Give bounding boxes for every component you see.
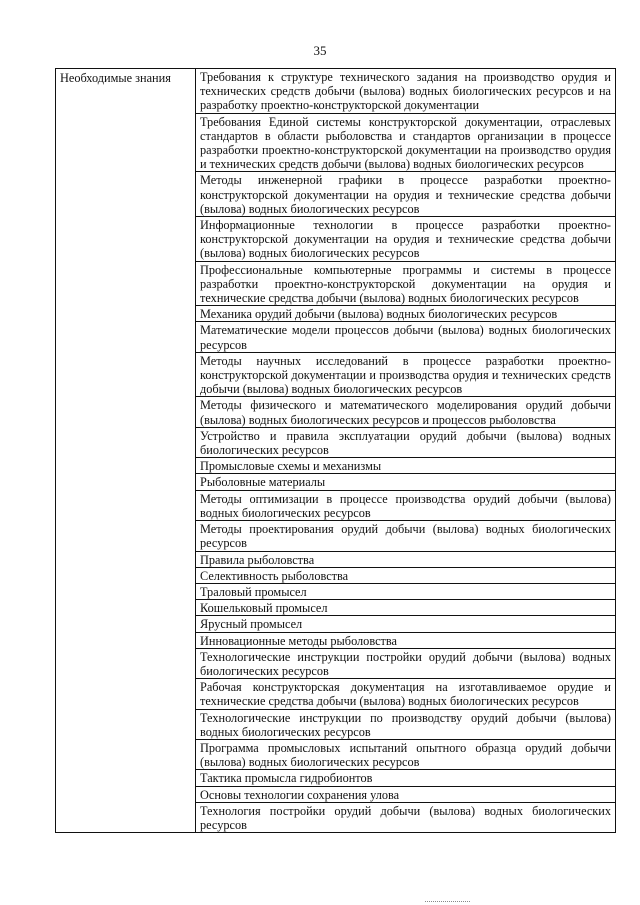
knowledge-item: Основы технологии сохранения улова — [196, 786, 616, 802]
knowledge-item: Информационные технологии в процессе разработки проектно-конструкторской документации на орудия и технические средства добычи (вылова) водных биологических ресурсов — [196, 217, 616, 262]
knowledge-item: Инновационные методы рыболовства — [196, 632, 616, 648]
knowledge-item: Технологические инструкции по производству орудий добычи (вылова) водных биологических ресурсов — [196, 709, 616, 739]
knowledge-item: Требования к структуре технического задания на производство орудия и технических средств добычи (вылова) водных биологических ресурсов и на разработку проектно-конструкторской документации — [196, 69, 616, 114]
page-number: 35 — [313, 43, 327, 58]
knowledge-item: Методы оптимизации в процессе производства орудий добычи (вылова) водных биологических ресурсов — [196, 490, 616, 520]
knowledge-item: Правила рыболовства — [196, 551, 616, 567]
table-row — [56, 69, 616, 114]
knowledge-item: Траловый промысел — [196, 583, 616, 599]
knowledge-item: Тактика промысла гидробионтов — [196, 770, 616, 786]
knowledge-item: Программа промысловых испытаний опытного образца орудий добычи (вылова) водных биологических ресурсов — [196, 739, 616, 769]
knowledge-table-body — [56, 69, 616, 833]
section-label: Необходимые знания — [56, 69, 196, 833]
knowledge-item: Методы физического и математического моделирования орудий добычи (вылова) водных биологических ресурсов и процессов рыболовства — [196, 397, 616, 427]
knowledge-item: Ярусный промысел — [196, 616, 616, 632]
knowledge-item: Методы инженерной графики в процессе разработки проектно-конструкторской документации на орудия и технические средства добычи (вылова) водных биологических ресурсов — [196, 172, 616, 217]
knowledge-item: Профессиональные компьютерные программы и системы в процессе разработки проектно-конструкторской документации на орудия и технические средства добычи (вылова) водных биологических ресурсов — [196, 261, 616, 306]
knowledge-item: Математические модели процессов добычи (вылова) водных биологических ресурсов — [196, 322, 616, 352]
knowledge-item: Рабочая конструкторская документация на изготавливаемое орудие и технические средства добычи (вылова) водных биологических ресурсов — [196, 679, 616, 709]
knowledge-item: Устройство и правила эксплуатации орудий добычи (вылова) водных биологических ресурсов — [196, 427, 616, 457]
knowledge-item: Рыболовные материалы — [196, 474, 616, 490]
knowledge-item: Методы научных исследований в процессе разработки проектно-конструкторской документации и производства орудия и технических средств добычи (вылова) водных биологических ресурсов — [196, 352, 616, 397]
knowledge-item: Требования Единой системы конструкторской документации, отраслевых стандартов в области рыболовства и стандартов организации в процессе разработки проектно-конструкторской документации на производство орудия и технических средств добычи (вылова) водных биологических ресурсов — [196, 113, 616, 172]
knowledge-item: Промысловые схемы и механизмы — [196, 458, 616, 474]
knowledge-item: Технология постройки орудий добычи (вылова) водных биологических ресурсов — [196, 802, 616, 832]
knowledge-table — [55, 68, 616, 833]
knowledge-item: Кошельковый промысел — [196, 600, 616, 616]
knowledge-item: Методы проектирования орудий добычи (вылова) водных биологических ресурсов — [196, 521, 616, 551]
knowledge-item: Механика орудий добычи (вылова) водных биологических ресурсов — [196, 306, 616, 322]
knowledge-item: Технологические инструкции постройки орудий добычи (вылова) водных биологических ресурсов — [196, 648, 616, 678]
scan-mark — [425, 901, 470, 903]
knowledge-item: Селективность рыболовства — [196, 567, 616, 583]
